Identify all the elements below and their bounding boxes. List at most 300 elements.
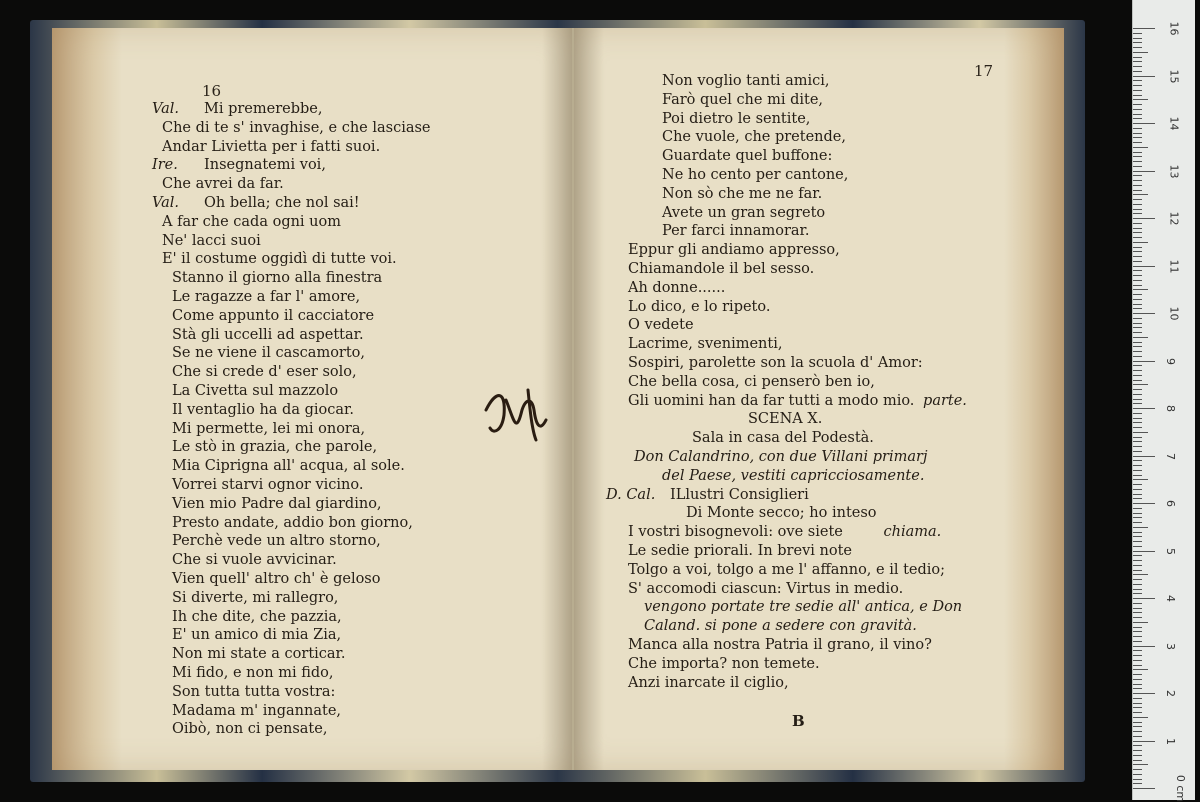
text-line xyxy=(600,580,1050,599)
text-line xyxy=(600,561,1050,580)
ruler-tick xyxy=(1133,503,1155,504)
ruler-tick xyxy=(1133,313,1155,314)
verse-text: Stà gli uccelli ad aspettar. xyxy=(172,326,364,343)
verse-text: Farò quel che mi dite, xyxy=(662,91,824,108)
verse-text: Gli uomini han da far tutti a modo mio. parte. xyxy=(628,392,967,409)
verse-text: Di Monte secco; ho inteso xyxy=(686,505,877,522)
ruler-number: 4 xyxy=(1164,595,1177,602)
verse-text: E' un amico di mia Zia, xyxy=(172,627,342,644)
verse-text: Oibò, non ci pensate, xyxy=(172,721,328,738)
speaker-label: Val. xyxy=(152,194,180,211)
verse-text: Guardate quel buffone: xyxy=(662,148,833,165)
verse-text: Le ragazze a far l' amore, xyxy=(172,288,361,305)
text-line xyxy=(152,213,562,232)
verse-text: Non voglio tanti amici, xyxy=(662,73,830,89)
text-line xyxy=(152,532,562,551)
ruler-tick xyxy=(1133,104,1142,105)
verse-text: Avete un gran segreto xyxy=(662,204,826,221)
signature-mark: B xyxy=(792,712,805,730)
text-line xyxy=(600,636,1050,655)
ruler-tick xyxy=(1133,522,1142,523)
text-line xyxy=(600,523,1050,542)
ruler-tick xyxy=(1133,85,1142,86)
ruler-tick xyxy=(1133,617,1142,618)
ruler-tick xyxy=(1133,679,1142,680)
ruler-tick xyxy=(1133,593,1142,594)
text-line xyxy=(600,392,1050,411)
text-line xyxy=(600,204,1050,223)
text-line xyxy=(600,316,1050,335)
verse-text: Che bella cosa, ci penserò ben io, xyxy=(628,373,875,390)
verse-text: Ne' lacci suoi xyxy=(162,232,261,249)
ruler-tick xyxy=(1133,641,1142,642)
text-line xyxy=(600,147,1050,166)
text-line xyxy=(152,720,562,739)
text-line xyxy=(152,589,562,608)
ruler-tick xyxy=(1133,745,1142,746)
verse-text: Manca alla nostra Patria il grano, il vino? xyxy=(628,636,932,653)
text-line xyxy=(152,645,562,664)
verse-text: A far che cada ogni uom xyxy=(162,213,341,230)
verse-text: Anzi inarcate il ciglio, xyxy=(628,674,789,691)
verse-text: S' accomodi ciascun: Virtus in medio. xyxy=(628,580,904,597)
ruler-tick xyxy=(1133,109,1142,110)
ruler-number: 5 xyxy=(1164,547,1177,555)
verse-text: Che si vuole avvicinar. xyxy=(172,552,337,569)
text-line xyxy=(600,166,1050,185)
verse-text: Ah donne...... xyxy=(628,279,726,296)
ruler-tick xyxy=(1133,456,1155,457)
ruler-tick xyxy=(1133,232,1142,233)
text-line xyxy=(152,156,562,175)
ruler-tick xyxy=(1133,375,1142,376)
speaker-label: D. Cal. xyxy=(606,486,656,503)
ruler-tick xyxy=(1133,270,1142,271)
ruler-tick xyxy=(1133,213,1142,214)
verse-text: del Paese, vestiti capricciosamente. xyxy=(662,467,925,484)
measuring-ruler xyxy=(1132,0,1195,800)
ruler-number: 2 xyxy=(1164,690,1177,697)
text-line xyxy=(600,674,1050,693)
text-line xyxy=(600,91,1050,110)
text-line xyxy=(152,570,562,589)
text-line xyxy=(600,542,1050,561)
text-line xyxy=(600,504,1050,523)
text-line xyxy=(600,335,1050,354)
verse-text: Sala in casa del Podestà. xyxy=(692,430,874,447)
ruler-tick xyxy=(1133,427,1142,428)
ruler-tick xyxy=(1133,161,1142,162)
verse-text: Madama m' ingannate, xyxy=(172,702,342,719)
ruler-tick xyxy=(1133,403,1142,404)
ruler-tick xyxy=(1133,28,1155,29)
ruler-tick xyxy=(1133,156,1142,157)
ruler-tick xyxy=(1133,470,1142,471)
ruler-tick xyxy=(1133,123,1155,124)
ruler-tick xyxy=(1133,294,1142,295)
ruler-tick xyxy=(1133,280,1142,281)
ruler-tick xyxy=(1133,532,1142,533)
ruler-tick xyxy=(1133,380,1142,381)
ruler-tick xyxy=(1133,356,1142,357)
verse-text: Insegnatemi voi, xyxy=(204,157,326,174)
ruler-tick xyxy=(1133,465,1142,466)
text-line xyxy=(152,476,562,495)
verse-text: Come appunto il cacciatore xyxy=(172,307,375,324)
ruler-number: 13 xyxy=(1167,164,1181,178)
ruler-number: 3 xyxy=(1164,642,1177,650)
ruler-tick xyxy=(1133,99,1148,100)
ruler-tick xyxy=(1133,693,1155,694)
ruler-tick xyxy=(1133,460,1142,461)
text-line xyxy=(600,72,1050,91)
ruler-tick xyxy=(1133,285,1142,286)
ruler-tick xyxy=(1133,95,1142,96)
ruler-number: 16 xyxy=(1167,21,1181,36)
ruler-tick xyxy=(1133,42,1142,43)
ruler-tick xyxy=(1133,513,1142,514)
ruler-tick xyxy=(1133,332,1142,333)
ruler-tick xyxy=(1133,370,1142,371)
ruler-tick xyxy=(1133,256,1142,257)
ruler-tick xyxy=(1133,441,1142,442)
text-line xyxy=(600,110,1050,129)
verse-text: Che vuole, che pretende, xyxy=(662,129,846,146)
ruler-tick xyxy=(1133,76,1155,77)
verse-text: Si diverte, mi rallegro, xyxy=(172,589,339,606)
ruler-tick xyxy=(1133,494,1142,495)
verse-text: ILlustri Consiglieri xyxy=(670,486,809,503)
text-line xyxy=(600,373,1050,392)
ruler-tick xyxy=(1133,266,1155,267)
ruler-tick xyxy=(1133,703,1142,704)
ruler-tick xyxy=(1133,475,1142,476)
ruler-tick xyxy=(1133,598,1155,599)
ruler-number: 9 xyxy=(1164,357,1177,365)
ruler-tick xyxy=(1133,631,1142,632)
verse-text: Le stò in grazia, che parole, xyxy=(172,439,378,456)
ruler-tick xyxy=(1133,413,1142,414)
text-line xyxy=(600,354,1050,373)
right-page-number: 17 xyxy=(974,62,994,80)
ruler-number: 10 xyxy=(1167,306,1181,321)
ruler-number: 7 xyxy=(1164,452,1177,460)
text-line xyxy=(152,175,562,194)
ruler-tick xyxy=(1133,175,1142,176)
ruler-tick xyxy=(1133,698,1142,699)
verse-text: Che si crede d' eser solo, xyxy=(172,364,357,381)
ruler-tick xyxy=(1133,650,1142,651)
ruler-tick xyxy=(1133,80,1142,81)
ruler-tick xyxy=(1133,707,1142,708)
ruler-tick xyxy=(1133,555,1142,556)
ruler-tick xyxy=(1133,33,1142,34)
ruler-tick xyxy=(1133,408,1155,409)
ruler-tick xyxy=(1133,166,1142,167)
ruler-tick xyxy=(1133,190,1142,191)
ruler-tick xyxy=(1133,204,1142,205)
speaker-label: Val. xyxy=(152,101,180,117)
ruler-tick xyxy=(1133,527,1148,528)
verse-text: Eppur gli andiamo appresso, xyxy=(628,242,840,259)
ruler-tick xyxy=(1133,308,1142,309)
text-line xyxy=(152,138,562,157)
text-line xyxy=(152,344,562,363)
text-line xyxy=(152,100,562,119)
ruler-tick xyxy=(1133,755,1142,756)
text-line xyxy=(152,664,562,683)
ruler-tick xyxy=(1133,717,1148,718)
ruler-tick xyxy=(1133,437,1142,438)
verse-text: Le sedie priorali. In brevi note xyxy=(628,542,852,559)
text-line xyxy=(600,448,1050,467)
verse-text: Ih che dite, che pazzia, xyxy=(172,608,342,625)
ruler-tick xyxy=(1133,304,1142,305)
ruler-tick xyxy=(1133,289,1148,290)
verse-text: Che di te s' invaghise, e che lasciase xyxy=(162,119,431,136)
text-line xyxy=(600,655,1050,674)
ruler-tick xyxy=(1133,736,1142,737)
ruler-tick xyxy=(1133,399,1142,400)
ruler-tick xyxy=(1133,66,1142,67)
verse-text: Che importa? non temete. xyxy=(628,655,820,672)
ruler-tick xyxy=(1133,47,1142,48)
ruler-tick xyxy=(1133,646,1155,647)
right-page xyxy=(574,28,1064,770)
ruler-tick xyxy=(1133,180,1142,181)
ruler-tick xyxy=(1133,541,1142,542)
ruler-tick xyxy=(1133,361,1155,362)
ruler-tick xyxy=(1133,741,1155,742)
verse-text: Lo dico, e lo ripeto. xyxy=(628,298,771,315)
book-spread xyxy=(30,20,1085,782)
verse-text: Andar Livietta per i fatti suoi. xyxy=(162,138,381,155)
ruler-tick xyxy=(1133,627,1142,628)
ruler-tick xyxy=(1133,237,1142,238)
verse-text: Mi fido, e non mi fido, xyxy=(172,664,334,681)
text-line xyxy=(600,486,1050,505)
ruler-tick xyxy=(1133,764,1148,765)
verse-text: Il ventaglio ha da giocar. xyxy=(172,401,354,418)
verse-text: Mia Ciprigna all' acqua, al sole. xyxy=(172,458,405,475)
ruler-tick xyxy=(1133,57,1142,58)
ruler-tick xyxy=(1133,389,1142,390)
ruler-tick xyxy=(1133,498,1142,499)
verse-text: Perchè vede un altro storno, xyxy=(172,533,381,550)
ruler-tick xyxy=(1133,536,1142,537)
ruler-tick xyxy=(1133,551,1155,552)
ruler-tick xyxy=(1133,318,1142,319)
ruler-tick xyxy=(1133,228,1142,229)
ruler-tick xyxy=(1133,52,1148,53)
verse-text: Tolgo a voi, tolgo a me l' affanno, e il tedio; xyxy=(628,561,946,578)
ruler-tick xyxy=(1133,731,1142,732)
verse-text: O vedete xyxy=(628,317,694,334)
ruler-tick xyxy=(1133,783,1142,784)
verse-text: Non mi state a corticar. xyxy=(172,646,346,663)
ruler-tick xyxy=(1133,147,1148,148)
left-page-stain xyxy=(52,28,122,770)
ruler-tick xyxy=(1133,90,1142,91)
ruler-tick xyxy=(1133,223,1142,224)
ruler-tick xyxy=(1133,622,1148,623)
ruler-tick xyxy=(1133,688,1142,689)
ruler-tick xyxy=(1133,275,1142,276)
text-line xyxy=(600,241,1050,260)
ruler-number: 12 xyxy=(1167,211,1181,226)
ruler-tick xyxy=(1133,636,1142,637)
ruler-tick xyxy=(1133,261,1142,262)
ruler-tick xyxy=(1133,114,1142,115)
verse-text: Se ne viene il cascamorto, xyxy=(172,345,366,362)
ruler-tick xyxy=(1133,137,1142,138)
ruler-tick xyxy=(1133,508,1142,509)
text-line xyxy=(600,279,1050,298)
ruler-tick xyxy=(1133,218,1155,219)
text-line xyxy=(152,194,562,213)
verse-text: Son tutta tutta vostra: xyxy=(172,683,336,700)
ruler-tick xyxy=(1133,299,1142,300)
ruler-tick xyxy=(1133,684,1142,685)
ruler-tick xyxy=(1133,351,1142,352)
ruler-tick xyxy=(1133,346,1142,347)
ruler-number: 14 xyxy=(1167,116,1181,131)
stage-direction: chiama. xyxy=(883,524,942,541)
ruler-tick xyxy=(1133,774,1142,775)
text-line xyxy=(152,119,562,138)
text-line xyxy=(600,617,1050,636)
text-line xyxy=(152,250,562,269)
ruler-tick xyxy=(1133,242,1148,243)
stage-direction: parte. xyxy=(923,392,967,409)
ruler-tick xyxy=(1133,674,1142,675)
verse-text: Mi premerebbe, xyxy=(204,101,323,117)
ruler-tick xyxy=(1133,779,1142,780)
ruler-tick xyxy=(1133,484,1142,485)
text-line xyxy=(152,702,562,721)
text-line xyxy=(600,222,1050,241)
ruler-tick xyxy=(1133,726,1142,727)
text-line xyxy=(152,551,562,570)
verse-text: Presto andate, addio bon giorno, xyxy=(172,514,413,531)
ruler-tick xyxy=(1133,574,1148,575)
verse-text: Che avrei da far. xyxy=(162,176,284,193)
verse-text: Per farci innamorar. xyxy=(662,223,810,240)
ruler-tick xyxy=(1133,517,1142,518)
ruler-tick xyxy=(1133,712,1142,713)
verse-text: SCENA X. xyxy=(748,411,823,428)
verse-text: La Civetta sul mazzolo xyxy=(172,382,339,399)
ruler-tick xyxy=(1133,769,1142,770)
text-line xyxy=(152,683,562,702)
ruler-tick xyxy=(1133,209,1142,210)
verse-text: Poi dietro le sentite, xyxy=(662,110,811,127)
ruler-tick xyxy=(1133,579,1142,580)
ruler-tick xyxy=(1133,665,1142,666)
verse-text: Vorrei starvi ognor vicino. xyxy=(172,476,364,493)
ruler-number: 0 cm xyxy=(1174,774,1188,802)
ruler-tick xyxy=(1133,570,1142,571)
ruler-tick xyxy=(1133,194,1148,195)
ruler-number: 6 xyxy=(1164,500,1177,507)
text-line xyxy=(152,514,562,533)
ruler-tick xyxy=(1133,760,1142,761)
left-page-number: 16 xyxy=(202,82,222,100)
ruler-tick xyxy=(1133,118,1142,119)
right-page-text xyxy=(600,72,1050,692)
ruler-tick xyxy=(1133,489,1142,490)
ruler-tick xyxy=(1133,61,1142,62)
verse-text: Mi permette, lei mi onora, xyxy=(172,420,366,437)
text-line xyxy=(600,185,1050,204)
ruler-number: 1 xyxy=(1164,737,1177,745)
ruler-tick xyxy=(1133,603,1142,604)
ruler-tick xyxy=(1133,479,1148,480)
text-line xyxy=(152,626,562,645)
ruler-tick xyxy=(1133,71,1142,72)
verse-text: Non sò che me ne far. xyxy=(662,185,823,202)
ruler-tick xyxy=(1133,323,1142,324)
verse-text: E' il costume oggidì di tutte voi. xyxy=(162,251,397,268)
ruler-tick xyxy=(1133,365,1142,366)
ruler-tick xyxy=(1133,251,1142,252)
text-line xyxy=(600,467,1050,486)
ruler-tick xyxy=(1133,722,1142,723)
text-line xyxy=(600,260,1050,279)
ruler-tick xyxy=(1133,565,1142,566)
ruler-tick xyxy=(1133,750,1142,751)
text-line xyxy=(152,232,562,251)
verse-text: Vien mio Padre dal giardino, xyxy=(172,495,382,512)
verse-text: Ne ho cento per cantone, xyxy=(662,166,849,183)
ruler-tick xyxy=(1133,247,1142,248)
speaker-label: Ire. xyxy=(152,157,178,174)
ruler-tick xyxy=(1133,422,1142,423)
ruler-tick xyxy=(1133,451,1142,452)
ruler-number: 15 xyxy=(1167,69,1181,83)
ruler-tick xyxy=(1133,342,1142,343)
verse-text: Sospiri, parolette son la scuola d' Amor: xyxy=(628,354,923,371)
ruler-tick xyxy=(1133,384,1148,385)
ruler-tick xyxy=(1133,560,1142,561)
text-line xyxy=(152,326,562,345)
ruler-tick xyxy=(1133,337,1148,338)
ruler-tick xyxy=(1133,171,1155,172)
text-line xyxy=(600,598,1050,617)
ruler-number: 8 xyxy=(1164,405,1177,412)
verse-text: Chiamandole il bel sesso. xyxy=(628,260,815,277)
ruler-tick xyxy=(1133,788,1155,789)
text-line xyxy=(152,288,562,307)
verse-text: Stanno il giorno alla finestra xyxy=(172,270,383,287)
text-line xyxy=(600,429,1050,448)
text-line xyxy=(600,298,1050,317)
ruler-tick xyxy=(1133,418,1142,419)
ruler-tick xyxy=(1133,660,1142,661)
text-line xyxy=(152,495,562,514)
ruler-tick xyxy=(1133,128,1142,129)
ruler-tick xyxy=(1133,608,1142,609)
ruler-tick xyxy=(1133,142,1142,143)
text-line xyxy=(152,307,562,326)
verse-text: Vien quell' altro ch' è geloso xyxy=(172,570,381,587)
ruler-tick xyxy=(1133,185,1142,186)
verse-text: Oh bella; che nol sai! xyxy=(204,194,360,211)
verse-text: vengono portate tre sedie all' antica, e Don xyxy=(644,599,963,616)
ruler-tick xyxy=(1133,669,1148,670)
ruler-number: 11 xyxy=(1167,259,1181,273)
ruler-tick xyxy=(1133,133,1142,134)
